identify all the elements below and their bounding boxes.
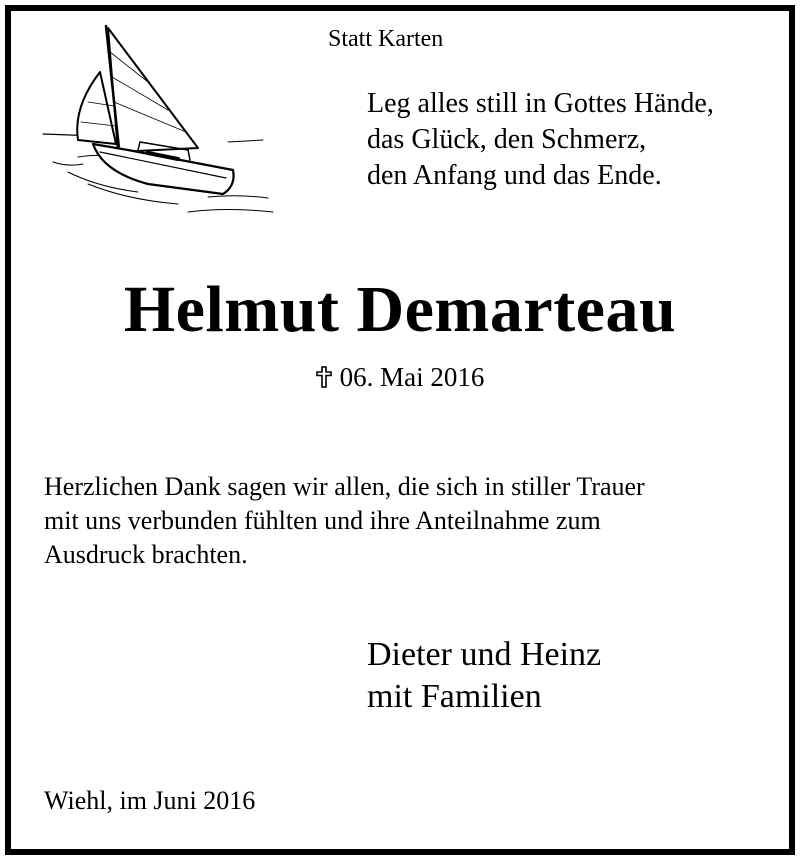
sailboat-icon [38,22,278,252]
place-and-date: Wiehl, im Juni 2016 [44,786,256,815]
signature-line: mit Familien [367,678,542,715]
thanks-line: Herzlichen Dank sagen wir allen, die sich in stiller Trauer [44,472,645,501]
death-date: 06. Mai 2016 [339,362,485,392]
statt-karten-note: Statt Karten [328,26,444,52]
thanks-line: Ausdruck brachten. [44,540,248,569]
verse-line: den Anfang und das Ende. [367,160,662,191]
death-date-line [0,362,800,393]
signature [367,634,601,718]
verse-line: Leg alles still in Gottes Hände, [367,88,714,119]
deceased-name: Helmut Demarteau [123,273,677,346]
verse-line: das Glück, den Schmerz, [367,124,647,155]
verse [367,86,714,194]
thanks-line: mit uns verbunden fühlten und ihre Anteilnahme zum [44,506,601,535]
cross-icon [316,366,332,388]
thanks-text [44,470,645,572]
signature-line: Dieter und Heinz [367,636,602,673]
